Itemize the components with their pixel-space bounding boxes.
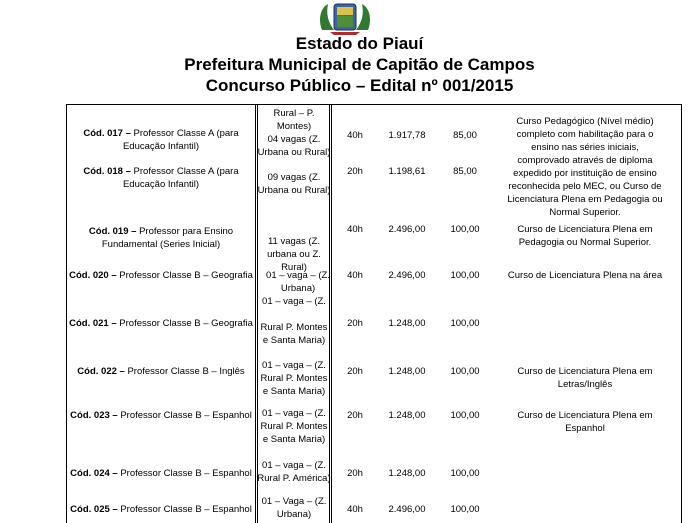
vagas-cell: 09 vagas (Z. Urbana ou Rural) [257, 172, 331, 196]
contest-title: Concurso Público – Edital nº 001/2015 [205, 76, 514, 95]
vagas-cell: Rural P. Montes e Santa Maria) [260, 322, 328, 346]
role-label: Professor Classe B – Espanhol [117, 504, 252, 515]
requirement-cell: Curso de Licenciatura Plena na área [507, 270, 663, 281]
vagas-cell: 01 – vaga – (Z. Rural P. Montes e Santa Maria) [260, 360, 328, 397]
code-label: Cód. 022 – [77, 366, 125, 377]
hours-cell: 40h [347, 504, 363, 515]
fee-cell: 85,00 [453, 166, 477, 177]
requirement-block: Curso Pedagógico (Nível médio) completo com habilitação para o ensino nas séries iniciais, comprovado através de diploma expedido por instituição de ensino reconhecida pelo MEC, ou Curso de Licenciatura Plena em Pedagogia ou Normal Superior. [507, 116, 663, 218]
code-label: Cód. 019 – [88, 226, 137, 237]
fee-cell: 100,00 [450, 468, 480, 479]
vagas-cell: 01 – vaga – (Z. Rural P. Montes e Santa Maria) [260, 408, 328, 445]
salary-cell: 1.917,78 [388, 130, 426, 141]
table-row-025-role [69, 503, 253, 516]
salary-cell: 2.496,00 [388, 504, 426, 515]
role-label: Professor Classe A (para Educação Infantil) [122, 166, 239, 190]
role-label: Professor para Ensino Fundamental (Series Inicial) [101, 226, 234, 250]
table-row-018-role [69, 165, 253, 191]
role-label: Professor Classe B – Inglês [124, 366, 245, 377]
salary-cell: 1.248,00 [388, 410, 426, 421]
coat-of-arms-icon [316, 0, 374, 36]
role-label: Professor Classe A (para Educação Infantil) [122, 128, 239, 152]
hours-cell: 40h [347, 224, 363, 235]
code-label: Cód. 023 – [70, 410, 118, 421]
hours-cell: 40h [347, 270, 363, 281]
salary-cell: 2.496,00 [388, 270, 426, 281]
vagas-fragment: Rural – P. Montes) [273, 108, 315, 132]
table-row-017-role [69, 127, 253, 153]
table-row-022-role [69, 365, 253, 378]
salary-cell: 1.248,00 [388, 318, 426, 329]
hours-cell: 20h [347, 468, 363, 479]
code-label: Cód. 021 – [69, 318, 117, 329]
vagas-cell: 11 vagas (Z. urbana ou Z. Rural) [267, 236, 321, 273]
table-row-019-role [69, 225, 253, 251]
vagas-cell: 01 – Vaga – (Z. Urbana) [261, 496, 327, 520]
requirement-cell: Curso de Licenciatura Plena em Espanhol [517, 410, 653, 434]
fee-cell: 100,00 [450, 318, 480, 329]
table-row-021-role [69, 317, 253, 330]
fee-cell: 100,00 [450, 270, 480, 281]
role-label: Professor Classe B – Espanhol [117, 410, 252, 421]
table-row-020-role [69, 269, 253, 282]
positions-table [66, 104, 682, 523]
column-divider [255, 105, 256, 523]
table-row-023-role [69, 409, 253, 422]
hours-cell: 20h [347, 366, 363, 377]
hours-cell: 20h [347, 318, 363, 329]
code-label: Cód. 020 – [69, 270, 117, 281]
hours-cell: 20h [347, 166, 363, 177]
hours-cell: 40h [347, 130, 363, 141]
code-label: Cód. 025 – [70, 504, 118, 515]
fee-cell: 85,00 [453, 130, 477, 141]
code-label: Cód. 017 – [83, 128, 131, 139]
role-label: Professor Classe B – Espanhol [117, 468, 252, 479]
vagas-prefix: 01 – vaga – (Z. [262, 296, 326, 307]
salary-cell: 1.248,00 [388, 468, 426, 479]
state-title: Estado do Piauí [295, 34, 424, 53]
requirement-cell: Curso de Licenciatura Plena em Letras/Inglês [517, 366, 653, 390]
fee-cell: 100,00 [450, 366, 480, 377]
vagas-cell: 01 – vaga – (Z. Urbana) [266, 270, 330, 294]
requirement-cell: Curso de Licenciatura Plena em Pedagogia ou Normal Superior. [517, 224, 653, 248]
vagas-cell: 04 vagas (Z. Urbana ou Rural) [257, 134, 331, 158]
role-label: Professor Classe B – Geografia [116, 270, 253, 281]
salary-cell: 2.496,00 [388, 224, 426, 235]
fee-cell: 100,00 [450, 224, 480, 235]
fee-cell: 100,00 [450, 504, 480, 515]
vagas-cell: 01 – vaga – (Z. Rural P. América) [257, 460, 331, 484]
hours-cell: 20h [347, 410, 363, 421]
role-label: Professor Classe B – Geografia [116, 318, 253, 329]
prefecture-title: Prefeitura Municipal de Capitão de Campos [184, 55, 535, 74]
salary-cell: 1.198,61 [388, 166, 426, 177]
fee-cell: 100,00 [450, 410, 480, 421]
code-label: Cód. 018 – [83, 166, 131, 177]
salary-cell: 1.248,00 [388, 366, 426, 377]
document-header [0, 0, 699, 100]
code-label: Cód. 024 – [70, 468, 118, 479]
table-row-024-role [69, 467, 253, 480]
